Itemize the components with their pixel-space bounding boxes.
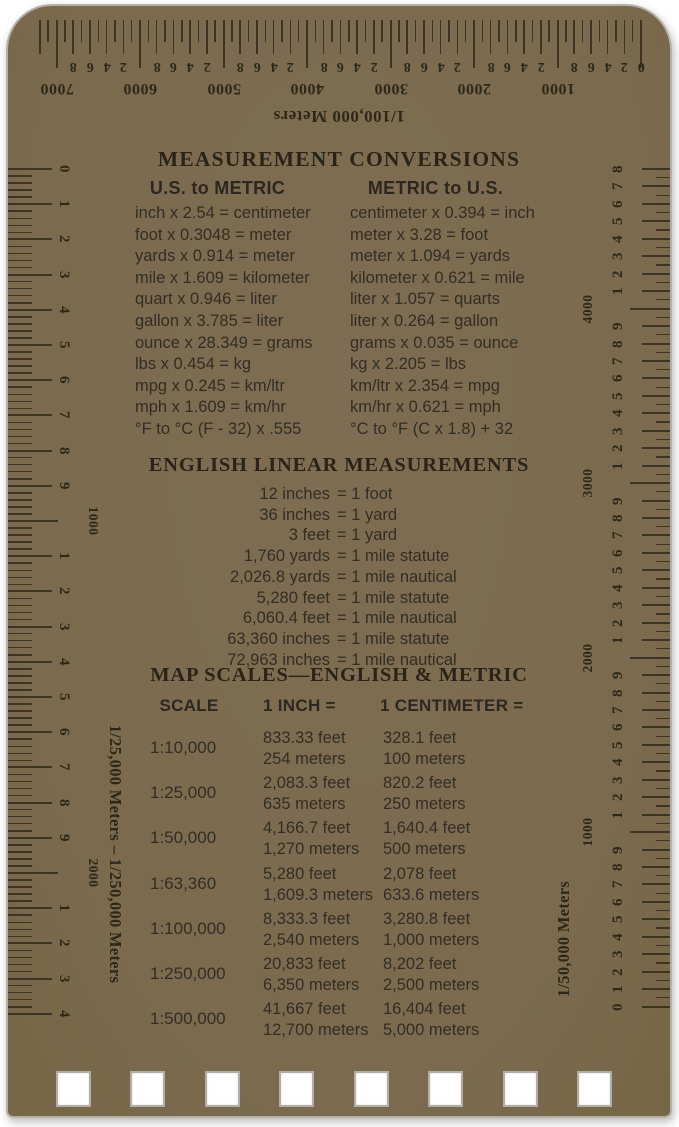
top-ruler-minor-label: 6 <box>86 59 94 74</box>
cm-feet-value: 16,404 feet <box>383 1000 466 1019</box>
left-ruler-unit-label: 4 <box>56 305 73 314</box>
right-ruler-unit-label: 7 <box>609 531 626 540</box>
conversion-row: quart x 0.946 = liter <box>135 290 277 309</box>
right-ruler-unit-label: 1 <box>609 461 626 470</box>
right-ruler-unit-label: 7 <box>609 880 626 889</box>
conversion-row: meter x 3.28 = foot <box>350 225 489 244</box>
conversion-row: kg x 2.205 = lbs <box>350 355 467 374</box>
map-row-centimeter-cell <box>383 864 479 906</box>
english-row-equivalent: = 1 yard <box>337 505 398 524</box>
right-ruler-unit-label: 8 <box>609 339 626 348</box>
top-ruler-minor-label: 6 <box>503 59 512 74</box>
map-row-inch-cell <box>263 999 368 1041</box>
inch-meters-value: 2,540 meters <box>263 930 360 949</box>
left-ruler-scale-label: 1/25,000 Meters – 1/250,000 Meters <box>106 724 125 984</box>
top-ruler-minor-label: 8 <box>570 59 578 74</box>
english-row <box>8 525 670 546</box>
left-ruler-unit-label: 3 <box>56 622 73 631</box>
content-layer <box>8 6 670 1116</box>
us-to-metric-rows <box>135 203 353 441</box>
conversion-row: meter x 1.094 = yards <box>350 247 511 266</box>
english-row-quantity: 72,963 inches <box>227 650 330 669</box>
top-ruler-minor-label: 4 <box>603 59 612 74</box>
conversion-row: mpg x 0.245 = km/ltr <box>135 376 285 395</box>
cm-feet-value: 8,202 feet <box>383 954 457 973</box>
left-ruler-unit-label: 2 <box>56 235 73 244</box>
left-ruler-unit-label: 3 <box>56 974 73 983</box>
conversion-row: km/hr x 0.621 = mph <box>350 398 501 417</box>
top-ruler-minor-label: 8 <box>319 59 328 74</box>
inch-meters-value: 635 meters <box>263 795 346 814</box>
right-ruler-unit-label: 7 <box>609 705 626 714</box>
top-ruler-minor-label: 2 <box>286 59 295 74</box>
top-ruler-minor-label: 2 <box>537 59 545 74</box>
cm-feet-value: 820.2 feet <box>383 774 457 793</box>
conversion-row: °F to °C (F - 32) x .555 <box>135 419 302 438</box>
binding-hole <box>503 1071 538 1107</box>
top-ruler-minor-label: 4 <box>436 59 445 74</box>
right-ruler-unit-label: 6 <box>609 723 626 732</box>
right-ruler-unit-label: 2 <box>609 444 626 453</box>
top-ruler-thousand-label: 5000 <box>206 80 241 97</box>
map-scales-rows <box>8 728 670 1044</box>
english-row-quantity: 3 feet <box>288 526 330 545</box>
right-ruler-unit-label: 7 <box>609 182 626 191</box>
left-ruler-thousand-label: 2000 <box>86 858 101 888</box>
cm-meters-value: 1,000 meters <box>383 930 480 949</box>
english-linear-title: ENGLISH LINEAR MEASUREMENTS <box>148 454 530 476</box>
cm-feet-value: 2,078 feet <box>383 864 457 883</box>
inch-feet-value: 5,280 feet <box>263 864 337 883</box>
right-ruler-unit-label: 4 <box>609 932 626 941</box>
right-ruler-thousand-label: 3000 <box>580 468 595 498</box>
top-ruler-thousand-label: 2000 <box>457 80 491 97</box>
map-row-centimeter-cell <box>383 728 466 770</box>
left-ruler-unit-label: 1 <box>56 200 73 209</box>
right-ruler-unit-label: 0 <box>609 1002 626 1011</box>
metric-to-us-rows <box>350 203 585 441</box>
map-scale-row <box>8 818 670 863</box>
right-ruler-unit-label: 4 <box>609 234 626 243</box>
map-row-centimeter-cell <box>383 773 466 815</box>
map-row-scale: 1:63,360 <box>150 873 217 893</box>
top-ruler-minor-label: 2 <box>453 59 462 74</box>
left-ruler-unit-label: 2 <box>56 587 73 596</box>
binding-hole <box>56 1071 91 1107</box>
english-row-quantity: 5,280 feet <box>256 588 330 607</box>
right-ruler-unit-label: 8 <box>609 863 626 871</box>
binding-holes <box>56 1071 612 1107</box>
right-ruler-unit-label: 3 <box>609 775 626 784</box>
map-scale-row <box>8 864 670 909</box>
english-row <box>8 546 670 567</box>
right-ruler-unit-label: 4 <box>609 583 626 592</box>
right-ruler-thousand-label: 4000 <box>580 294 595 324</box>
left-ruler-unit-label: 6 <box>56 728 73 737</box>
left-ruler-unit-label: 8 <box>56 446 73 455</box>
right-ruler-unit-label: 5 <box>609 391 626 400</box>
left-ruler-unit-label: 9 <box>56 833 73 842</box>
right-ruler-unit-label: 6 <box>609 897 626 906</box>
map-row-inch-cell <box>263 864 373 906</box>
map-scale-row <box>8 954 670 999</box>
right-ruler-unit-label: 6 <box>609 374 626 383</box>
conversion-row: mile x 1.609 = kilometer <box>135 268 310 287</box>
conversion-row: lbs x 0.454 = kg <box>135 355 252 374</box>
english-row-equivalent: = 1 mile statute <box>337 547 450 566</box>
conversion-row: centimeter x 0.394 = inch <box>350 204 535 222</box>
right-ruler-unit-label: 3 <box>609 950 626 959</box>
conversion-row: foot x 0.3048 = meter <box>135 225 292 244</box>
map-row-centimeter-cell <box>383 818 470 860</box>
map-col-header-centimeter: 1 CENTIMETER = <box>380 696 524 715</box>
top-ruler-thousand-label: 3000 <box>373 80 408 97</box>
cm-feet-value: 3,280.8 feet <box>383 909 471 928</box>
conversion-row: grams x 0.035 = ounce <box>350 333 519 352</box>
conversion-row: kilometer x 0.621 = mile <box>350 268 525 287</box>
english-row-equivalent: = 1 mile nautical <box>337 567 457 586</box>
conversion-row: °C to °F (C x 1.8) + 32 <box>350 419 514 438</box>
map-col-header-inch: 1 INCH = <box>263 696 336 715</box>
right-ruler-unit-label: 5 <box>609 740 626 749</box>
top-ruler-minor-label: 8 <box>152 59 161 74</box>
cm-meters-value: 500 meters <box>383 840 466 859</box>
map-col-header-scale: SCALE <box>159 696 219 715</box>
left-ruler-unit-label: 4 <box>56 657 73 666</box>
map-row-scale: 1:25,000 <box>150 783 217 803</box>
right-ruler-unit-label: 1 <box>609 287 626 296</box>
inch-feet-value: 8,333.3 feet <box>263 909 351 928</box>
cm-meters-value: 250 meters <box>383 795 466 814</box>
left-ruler-unit-label: 5 <box>56 341 73 349</box>
map-row-centimeter-cell <box>383 909 479 951</box>
top-ruler-minor-label: 4 <box>353 59 361 74</box>
english-row-quantity: 6,060.4 feet <box>242 609 330 628</box>
english-row <box>8 484 670 505</box>
map-row-centimeter-cell <box>383 954 479 996</box>
left-ruler-thousand-label: 1000 <box>86 506 101 536</box>
map-row-scale: 1:250,000 <box>150 963 226 983</box>
top-ruler-scale-label: 1/100,000 Meters <box>273 107 405 126</box>
top-ruler-thousand-label: 7000 <box>39 80 74 97</box>
right-ruler-unit-label: 9 <box>609 496 626 505</box>
right-ruler-unit-label: 8 <box>609 514 626 522</box>
top-ruler-thousand-label: 4000 <box>290 80 324 97</box>
top-ruler-minor-label: 6 <box>169 59 178 74</box>
cm-feet-value: 1,640.4 feet <box>383 819 471 838</box>
top-ruler-minor-label: 4 <box>520 59 528 74</box>
english-row-equivalent: = 1 mile nautical <box>337 609 457 628</box>
right-ruler-unit-label: 3 <box>609 252 626 261</box>
map-row-scale: 1:100,000 <box>150 918 226 938</box>
conversion-row: km/ltr x 2.354 = mpg <box>350 376 500 395</box>
top-ruler-minor-label: 2 <box>620 59 629 74</box>
top-ruler-minor-label: 2 <box>119 59 128 74</box>
inch-feet-value: 41,667 feet <box>263 1000 346 1019</box>
top-ruler-minor-label: 6 <box>253 59 261 74</box>
inch-feet-value: 4,166.7 feet <box>263 819 351 838</box>
right-ruler-unit-label: 1 <box>609 985 626 994</box>
binding-hole <box>205 1071 240 1107</box>
map-row-inch-cell <box>263 909 359 951</box>
top-ruler-minor-label: 8 <box>403 59 411 74</box>
english-row-equivalent: = 1 mile nautical <box>337 650 457 669</box>
right-ruler-unit-label: 5 <box>609 217 626 226</box>
top-ruler-minor-label: 4 <box>186 59 194 74</box>
measurement-conversions-title: MEASUREMENT CONVERSIONS <box>157 147 521 171</box>
left-ruler-unit-label: 9 <box>56 481 73 490</box>
right-ruler-unit-label: 8 <box>609 688 626 697</box>
right-ruler-unit-label: 3 <box>609 426 626 435</box>
right-ruler-unit-label: 4 <box>609 758 626 767</box>
right-ruler-unit-label: 6 <box>609 199 626 208</box>
inch-meters-value: 6,350 meters <box>263 975 360 994</box>
cm-meters-value: 2,500 meters <box>383 975 480 994</box>
inch-feet-value: 833.33 feet <box>263 729 346 747</box>
top-ruler-minor-label: 2 <box>203 59 211 74</box>
conversion-row: gallon x 3.785 = liter <box>135 311 284 330</box>
left-ruler-unit-label: 4 <box>56 1009 73 1018</box>
top-ruler-minor-label: 8 <box>486 59 495 74</box>
right-ruler-unit-label: 8 <box>609 165 626 173</box>
english-row-quantity: 1,760 yards <box>243 547 330 566</box>
reference-card <box>6 4 672 1118</box>
inch-meters-value: 254 meters <box>263 750 346 768</box>
top-ruler-minor-label: 8 <box>69 59 77 74</box>
left-ruler-unit-label: 3 <box>56 270 73 279</box>
right-ruler-unit-label: 3 <box>609 601 626 610</box>
top-ruler-minor-label: 4 <box>102 59 111 74</box>
right-ruler-thousand-label: 1000 <box>580 817 595 847</box>
left-ruler-unit-label: 8 <box>56 798 73 807</box>
left-ruler-unit-label: 6 <box>56 376 73 385</box>
top-ruler-thousand-label: 6000 <box>123 80 157 97</box>
right-ruler-unit-label: 2 <box>609 269 626 278</box>
right-ruler-unit-label: 5 <box>609 566 626 575</box>
cm-meters-value: 5,000 meters <box>383 1021 480 1040</box>
map-row-centimeter-cell <box>383 999 479 1041</box>
right-ruler-thousand-label: 2000 <box>580 643 595 673</box>
binding-hole <box>354 1071 389 1107</box>
english-row-equivalent: = 1 yard <box>337 526 398 545</box>
right-ruler-unit-label: 2 <box>609 793 626 802</box>
right-ruler-unit-label: 7 <box>609 356 626 365</box>
left-ruler-unit-label: 7 <box>56 763 73 772</box>
left-ruler-unit-label: 7 <box>56 411 73 420</box>
right-ruler-unit-label: 5 <box>609 915 626 924</box>
conversion-row: yards x 0.914 = meter <box>135 247 296 266</box>
left-ruler-unit-label: 2 <box>56 939 73 948</box>
right-ruler-unit-label: 2 <box>609 967 626 976</box>
inch-feet-value: 20,833 feet <box>263 954 346 973</box>
binding-hole <box>279 1071 314 1107</box>
cm-feet-value: 328.1 feet <box>383 729 457 747</box>
english-row <box>8 629 670 650</box>
right-ruler-unit-label: 1 <box>609 636 626 645</box>
english-row-quantity: 2,026.8 yards <box>230 567 330 586</box>
inch-meters-value: 1,609.3 meters <box>263 885 374 904</box>
right-ruler-unit-label: 1 <box>609 810 626 819</box>
map-scale-row <box>8 728 670 773</box>
english-row <box>8 608 670 629</box>
map-scales-title: MAP SCALES—ENGLISH & METRIC <box>150 664 528 686</box>
left-ruler-unit-label: 1 <box>56 904 73 913</box>
english-row-equivalent: = 1 foot <box>337 485 393 503</box>
english-row <box>8 588 670 609</box>
left-ruler-unit-label: 5 <box>56 693 73 701</box>
metric-to-us-heading: METRIC to U.S. <box>367 178 504 198</box>
map-scale-row <box>8 909 670 954</box>
top-ruler-zero-label: 0 <box>637 59 645 74</box>
right-ruler-unit-label: 4 <box>609 409 626 418</box>
english-row-quantity: 63,360 inches <box>227 629 330 648</box>
cm-meters-value: 633.6 meters <box>383 885 480 904</box>
top-ruler-minor-label: 6 <box>420 59 428 74</box>
top-ruler-minor-label: 6 <box>587 59 595 74</box>
right-ruler-unit-label: 2 <box>609 618 626 627</box>
map-row-inch-cell <box>263 773 350 815</box>
conversion-row: liter x 0.264 = gallon <box>350 311 499 330</box>
english-row <box>8 505 670 526</box>
conversion-row: ounce x 28.349 = grams <box>135 333 313 352</box>
top-ruler-minor-label: 2 <box>370 59 378 74</box>
map-row-inch-cell <box>263 818 359 860</box>
map-row-inch-cell <box>263 728 346 770</box>
right-ruler-unit-label: 9 <box>609 845 626 854</box>
right-ruler-unit-label: 9 <box>609 671 626 680</box>
binding-hole <box>428 1071 463 1107</box>
english-row-quantity: 12 inches <box>259 485 330 503</box>
english-linear-rows <box>8 484 670 670</box>
map-scale-row <box>8 999 670 1044</box>
top-ruler-minor-label: 4 <box>269 59 278 74</box>
right-ruler-unit-label: 6 <box>609 548 626 557</box>
left-ruler-unit-label: 0 <box>56 165 73 173</box>
right-ruler-scale-label: 1/50,000 Meters <box>554 880 573 998</box>
inch-feet-value: 2,083.3 feet <box>263 774 351 793</box>
binding-hole <box>130 1071 165 1107</box>
left-ruler-unit-label: 1 <box>56 552 73 561</box>
map-row-scale: 1:500,000 <box>150 1009 226 1029</box>
english-row-quantity: 36 inches <box>259 505 330 524</box>
right-ruler-unit-label: 9 <box>609 322 626 331</box>
top-ruler-minor-label: 6 <box>336 59 345 74</box>
english-row-equivalent: = 1 mile statute <box>337 629 450 648</box>
top-ruler-thousand-label: 1000 <box>540 80 575 97</box>
map-scale-row <box>8 773 670 818</box>
us-to-metric-heading: U.S. to METRIC <box>149 178 286 198</box>
map-row-inch-cell <box>263 954 359 996</box>
conversion-row: liter x 1.057 = quarts <box>350 290 500 309</box>
top-ruler-minor-label: 8 <box>236 59 244 74</box>
conversion-row: inch x 2.54 = centimeter <box>135 204 311 222</box>
binding-hole <box>577 1071 612 1107</box>
map-row-scale: 1:10,000 <box>150 738 217 757</box>
english-row-equivalent: = 1 mile statute <box>337 588 450 607</box>
inch-meters-value: 12,700 meters <box>263 1021 369 1040</box>
english-row <box>8 567 670 588</box>
conversion-row: mph x 1.609 = km/hr <box>135 398 286 417</box>
cm-meters-value: 100 meters <box>383 750 466 768</box>
map-row-scale: 1:50,000 <box>150 828 217 848</box>
inch-meters-value: 1,270 meters <box>263 840 360 859</box>
